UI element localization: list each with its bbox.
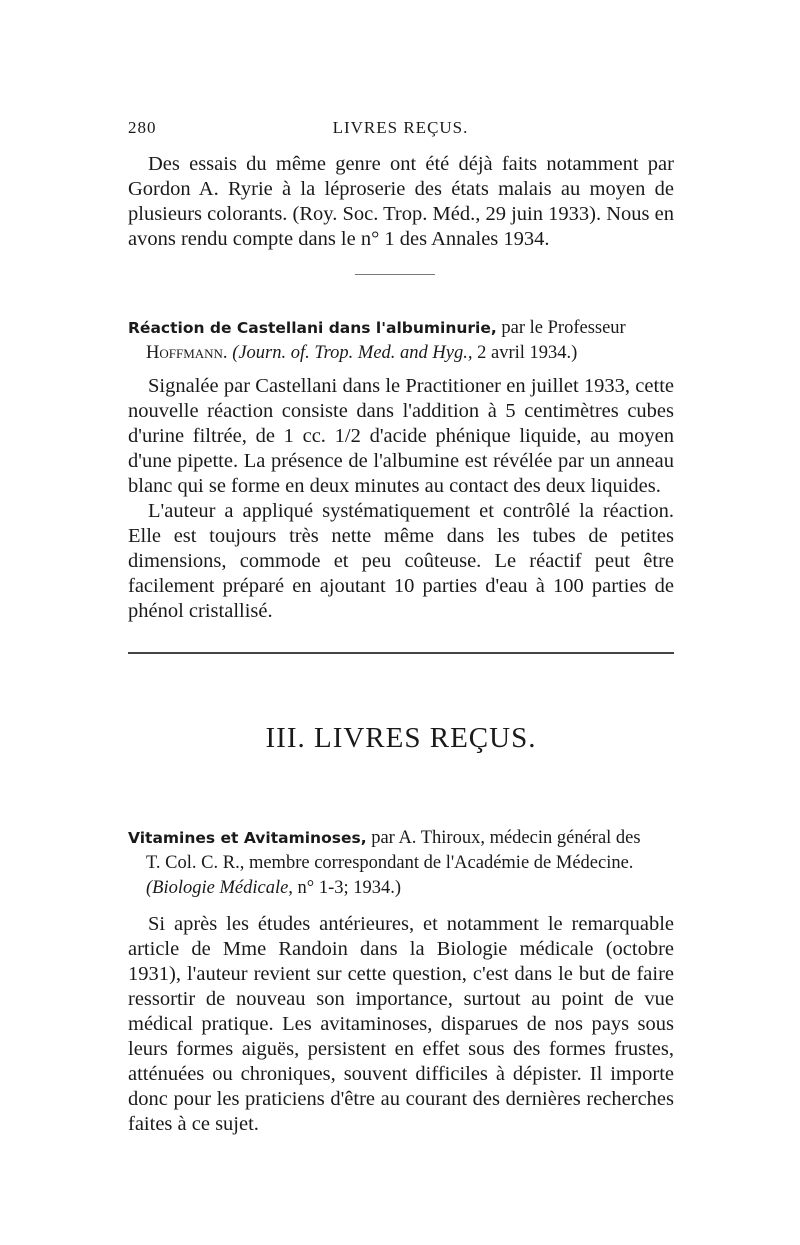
entry-date: n° 1-3; 1934.) [297, 878, 402, 898]
page-number: 280 [128, 118, 157, 137]
entry-title: Vitamines et Avitaminoses, [128, 829, 367, 847]
paragraph: Si après les études antérieures, et notamment le remarquable article de Mme Randoin dans la Biologie médicale (octobre 1931), l'auteur revient sur cette question, c'est dans le but de faire ressortir de nouveau son importance, surtout au point de vue médical pratique. Les avitaminoses, disparues de nos pays sous leurs formes aiguës, persistent en effet sous des formes frustes, atténuées ou chroniques, souvent difficiles à dépister. Il importe donc pour les praticiens d'être au courant des dernières recherches faites à ce sujet. [128, 913, 674, 1135]
page-header [128, 118, 673, 144]
entry-date: 2 avril 1934.) [477, 343, 578, 363]
entry-vitamines-body [128, 912, 674, 1137]
entry-byline: par A. Thiroux, médecin général des [371, 828, 641, 848]
entry-title: Réaction de Castellani dans l'albuminurie, [128, 319, 497, 337]
entry-castellani-body [128, 374, 674, 624]
section-heading: III. LIVRES REÇUS. [265, 722, 537, 754]
paragraph: Signalée par Castellani dans le Practitioner en juillet 1933, cette nouvelle réaction consiste dans l'addition à 5 centimètres cubes d'urine filtrée, de 1 cc. 1/2 d'acide phénique liquide, au moyen d'une pipette. La présence de l'albumine est révélée par un anneau blanc qui se forme en deux minutes au contact des deux liquides. [128, 375, 674, 497]
entry-castellani-heading [128, 316, 674, 366]
entry-reference: (Journ. of. Trop. Med. and Hyg., [232, 343, 473, 363]
short-divider [355, 274, 435, 275]
section-divider [128, 652, 674, 654]
intro-text: Des essais du même genre ont été déjà faits notamment par Gordon A. Ryrie à la léproserie des états malais au moyen de plusieurs colorants. (Roy. Soc. Trop. Méd., 29 juin 1933). Nous en avons rendu compte dans le n° 1 des Annales 1934. [128, 153, 674, 250]
entry-byline: par le Professeur [501, 318, 626, 338]
entry-vitamines-heading [128, 826, 674, 901]
entry-affiliation: T. Col. C. R., membre correspondant de l'Académie de Médecine. [146, 853, 634, 873]
running-title: LIVRES REÇUS. [332, 118, 469, 137]
intro-paragraph [128, 152, 674, 252]
entry-author: Hoffmann. [146, 343, 228, 363]
entry-reference: (Biologie Médicale, [146, 878, 293, 898]
paragraph: L'auteur a appliqué systématiquement et contrôlé la réaction. Elle est toujours très nette même dans les tubes de petites dimensions, commode et peu coûteuse. Le réactif peut être facilement préparé en ajoutant 10 parties d'eau à 100 parties de phénol cristallisé. [128, 500, 674, 622]
